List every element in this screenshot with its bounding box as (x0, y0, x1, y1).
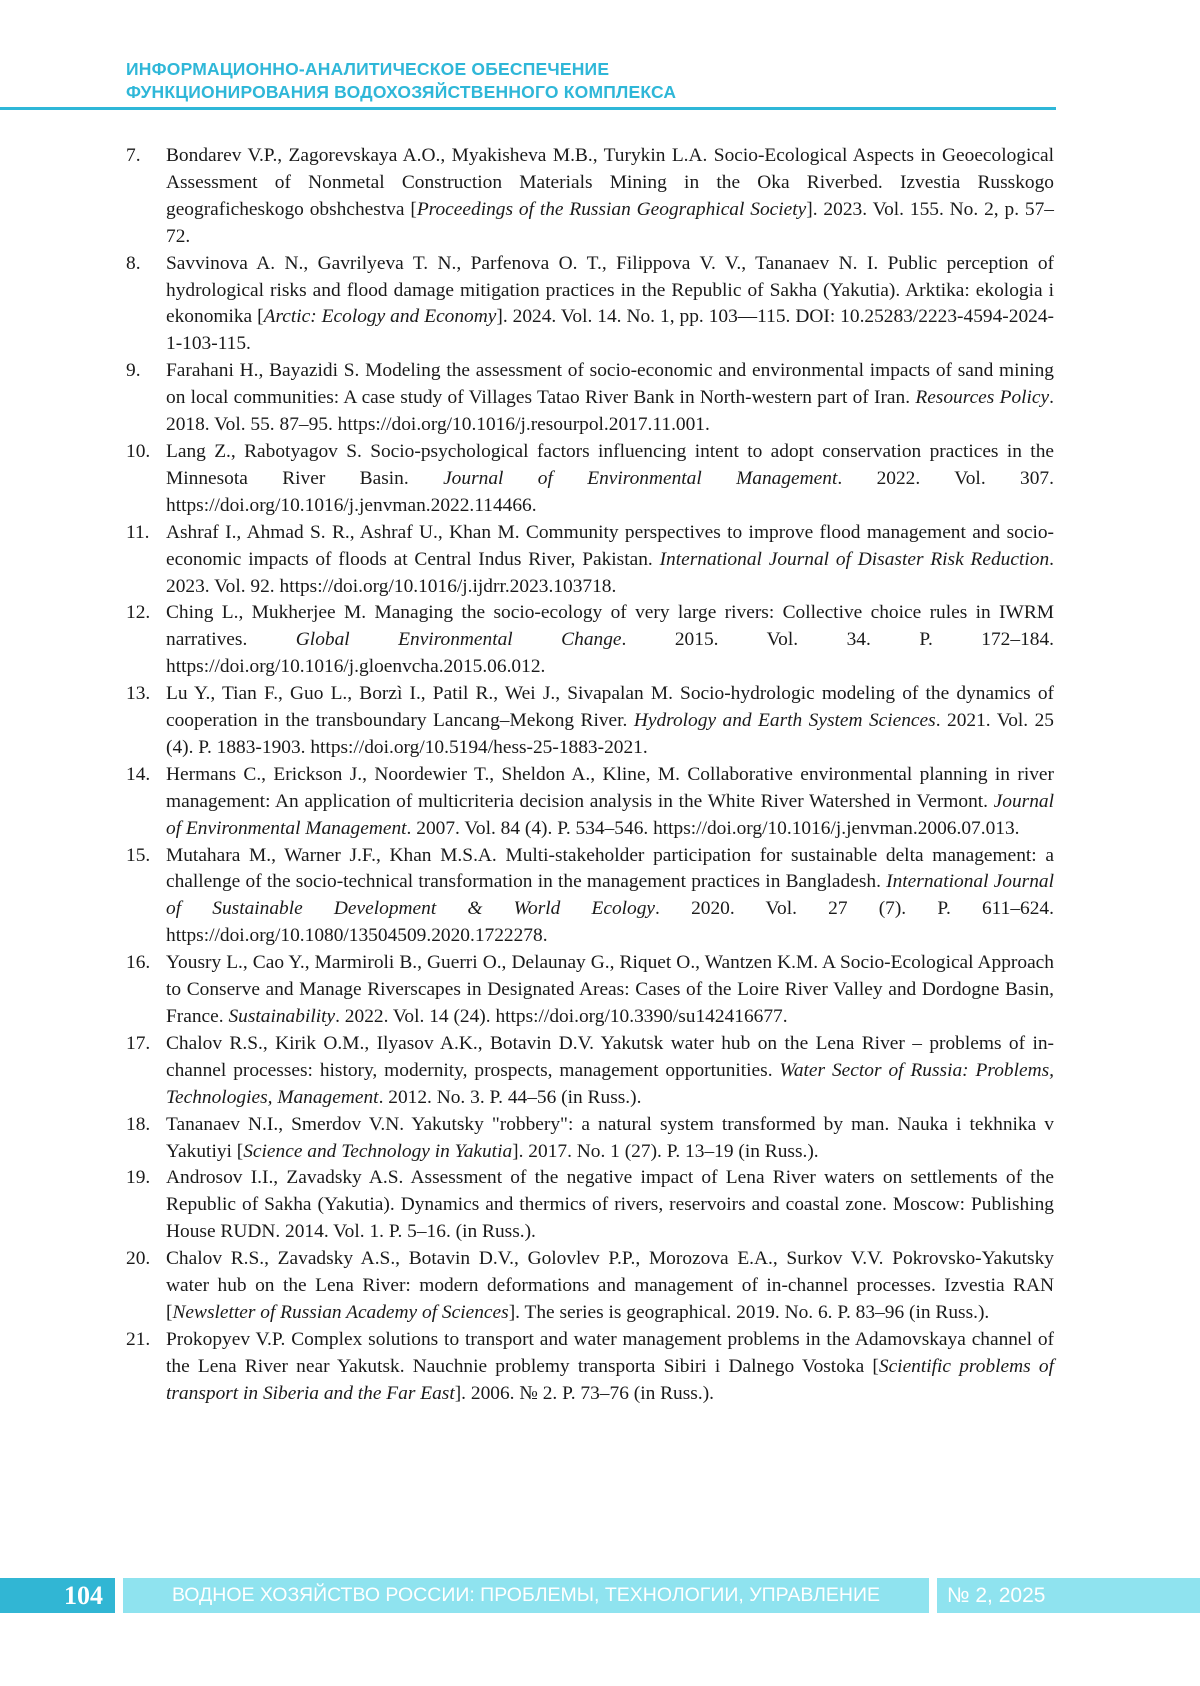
reference-source-title: Science and Technology in Yakutia (243, 1140, 513, 1162)
reference-text-tail: ]. 2023. Vol. 155. No. 2, p. 57–72. (166, 198, 1054, 247)
reference-text-tail: . 2023. Vol. 92. https://doi.org/10.1016/j.ijdrr.2023.103718. (166, 548, 1054, 597)
reference-text (166, 1031, 1054, 1112)
reference-item (126, 1165, 1054, 1246)
reference-item (126, 843, 1054, 951)
reference-source-title: Journal of Environmental Management (166, 790, 1054, 839)
reference-item (126, 1246, 1054, 1327)
reference-text-tail: . 2018. Vol. 55. 87–95. https://doi.org/10.1016/j.resourpol.2017.11.001. (166, 387, 1054, 436)
reference-number: 9. (126, 360, 141, 382)
reference-number: 21. (126, 1328, 151, 1350)
reference-text (166, 520, 1054, 601)
reference-number: 17. (126, 1032, 151, 1054)
reference-text-main: Bondarev V.P., Zagorevskaya A.O., Myakisheva M.B., Turykin L.A. Socio-Ecological Aspects in Geoecological Assessment of Nonmetal Construction Materials Mining in the Oka Riverbed. Izvestia Russkogo geograficheskogo obshchestva [ (166, 145, 1054, 220)
reference-source-title: Newsletter of Russian Academy of Sciences (172, 1301, 509, 1323)
reference-item (126, 143, 1054, 251)
reference-number: 10. (126, 440, 151, 462)
reference-text-tail: . 2012. No. 3. P. 44–56 (in Russ.). (378, 1086, 642, 1108)
reference-text-tail: ]. 2017. No. 1 (27). P. 13–19 (in Russ.). (512, 1140, 819, 1162)
reference-item (126, 1327, 1054, 1408)
reference-number: 14. (126, 763, 151, 785)
reference-text (166, 843, 1054, 951)
reference-source-title: Arctic: Ecology and Economy (263, 306, 497, 328)
reference-text-tail: . 2020. Vol. 27 (7). P. 611–624. https://doi.org/10.1080/13504509.2020.1722278. (166, 898, 1054, 947)
reference-text (166, 439, 1054, 520)
reference-text-main: Farahani H., Bayazidi S. Modeling the assessment of socio-economic and environmental impacts of sand mining on local communities: A case study of Villages Tatao River Bank in North-western part of Iran. (166, 360, 1054, 409)
reference-source-title: Scientific problems of transport in Siberia and the Far East (166, 1355, 1054, 1404)
reference-source-title: Sustainability (228, 1006, 336, 1027)
reference-source-title: International Journal of Disaster Risk Reduction (659, 548, 1050, 570)
reference-text (166, 762, 1054, 843)
running-header-line-2: ФУНКЦИОНИРОВАНИЯ ВОДОХОЗЯЙСТВЕННОГО КОМПЛЕКСА (126, 82, 677, 102)
reference-text-main: Prokopyev V.P. Complex solutions to transport and water management problems in the Adamovskaya channel of the Lena River near Yakutsk. Nauchnie problemy transporta Sibiri i Dalnego Vostoka [ (166, 1328, 1054, 1377)
running-header-line-1: ИНФОРМАЦИОННО-АНАЛИТИЧЕСКОЕ ОБЕСПЕЧЕНИЕ (126, 59, 610, 79)
reference-list (126, 143, 1054, 1408)
reference-text-tail: . 2022. Vol. 307. https://doi.org/10.1016/j.jenvman.2022.114466. (166, 467, 1054, 516)
header-rule (0, 107, 1056, 110)
reference-text-main: Chalov R.S., Zavadsky A.S., Botavin D.V., Golovlev P.P., Morozova E.A., Surkov V.V. Pokrovsko-Yakutsky water hub on the Lena River: modern deformations and management of in-channel processes. Izvestia RAN [ (166, 1248, 1054, 1323)
reference-text (166, 681, 1054, 762)
reference-item (126, 1112, 1054, 1166)
reference-number: 18. (126, 1113, 151, 1135)
reference-text-main: Savvinova A. N., Gavrilyeva T. N., Parfenova O. T., Filippova V. V., Tananaev N. I. Public perception of hydrological risks and flood damage mitigation practices in the Republic of Sakha (Yakutia). Arktika: ekologia i ekonomika [ (166, 252, 1054, 328)
footer-issue: № 2, 2025 (937, 1578, 1200, 1613)
page-footer (0, 1578, 1200, 1613)
reference-number: 13. (126, 683, 151, 705)
reference-item (126, 681, 1054, 762)
reference-text-main: Lang Z., Rabotyagov S. Socio-psychological factors influencing intent to adopt conservation practices in the Minnesota River Basin. (166, 440, 1054, 489)
reference-item (126, 439, 1054, 520)
reference-number: 7. (126, 145, 141, 166)
reference-text-tail: ]. The series is geographical. 2019. No. 6. P. 83–96 (in Russ.). (508, 1301, 990, 1323)
reference-text (166, 600, 1054, 681)
reference-text-main: Lu Y., Tian F., Guo L., Borzì I., Patil R., Wei J., Sivapalan M. Socio-hydrologic modeling of the dynamics of cooperation in the transboundary Lancang–Mekong River. (166, 683, 1054, 732)
reference-text-main: Androsov I.I., Zavadsky A.S. Assessment of the negative impact of Lena River waters on settlements of the Republic of Sakha (Yakutia). Dynamics and thermics of rivers, reservoirs and coastal zone. Moscow: Publishing House RUDN. 2014. Vol. 1. P. 5–16. (in Russ.). (166, 1167, 1054, 1243)
reference-text (166, 950, 1054, 1031)
reference-item (126, 950, 1054, 1031)
reference-text (166, 1246, 1054, 1327)
reference-text-main: Ashraf I., Ahmad S. R., Ashraf U., Khan M. Community perspectives to improve flood management and socio-economic impacts of floods at Central Indus River, Pakistan. (166, 521, 1054, 570)
reference-text-main: Chalov R.S., Kirik O.M., Ilyasov A.K., Botavin D.V. Yakutsk water hub on the Lena River – problems of in-channel processes: history, modernity, prospects, management opportunities. (166, 1032, 1054, 1081)
reference-item (126, 600, 1054, 681)
reference-item (126, 251, 1054, 359)
reference-number: 15. (126, 844, 151, 866)
reference-number: 8. (126, 252, 141, 274)
reference-source-title: Journal of Environmental Management (443, 467, 838, 489)
reference-item (126, 358, 1054, 439)
reference-source-title: Hydrology and Earth System Sciences (633, 710, 936, 732)
reference-text-main: Ching L., Mukherjee M. Managing the socio-ecology of very large rivers: Collective choice rules in IWRM narratives. (166, 602, 1054, 651)
reference-text-main: Hermans C., Erickson J., Noordewier T., Sheldon A., Kline, M. Collaborative environmental planning in river management: An application of multicriteria decision analysis in the White River Watershed in Vermont. (166, 763, 1054, 812)
reference-text-tail: ]. 2006. № 2. P. 73–76 (in Russ.). (454, 1382, 715, 1404)
page-number: 104 (0, 1578, 115, 1613)
reference-item (126, 1031, 1054, 1112)
reference-number: 19. (126, 1167, 151, 1189)
reference-text (166, 358, 1054, 439)
reference-source-title: International Journal of Sustainable Development & World Ecology (166, 871, 1055, 920)
reference-source-title: Water Sector of Russia: Problems, Technologies, Management (166, 1059, 1054, 1108)
reference-text-tail: . 2021. Vol. 25 (4). P. 1883-1903. https://doi.org/10.5194/hess-25-1883-2021. (166, 710, 1054, 758)
reference-text-tail: ]. 2024. Vol. 14. No. 1, pp. 103—115. DOI: 10.25283/2223-4594-2024-1-103-115. (166, 306, 1054, 355)
reference-text (166, 251, 1054, 359)
reference-text-tail: . 2022. Vol. 14 (24). https://doi.org/10.3390/su142416677. (335, 1006, 788, 1027)
reference-item (126, 520, 1054, 601)
reference-number: 12. (126, 602, 151, 624)
reference-source-title: Resources Policy (915, 387, 1050, 409)
reference-text-tail: . 2007. Vol. 84 (4). P. 534–546. https://doi.org/10.1016/j.jenvman.2006.07.013. (406, 817, 1020, 839)
reference-source-title: Global Environmental Change (295, 629, 622, 651)
footer-journal-title: ВОДНОЕ ХОЗЯЙСТВО РОССИИ: ПРОБЛЕМЫ, ТЕХНОЛОГИИ, УПРАВЛЕНИЕ (123, 1578, 929, 1613)
reference-item (126, 762, 1054, 843)
reference-text (166, 1165, 1054, 1246)
reference-number: 20. (126, 1248, 151, 1270)
reference-text-main: Yousry L., Cao Y., Marmiroli B., Guerri O., Delaunay G., Riquet O., Wantzen K.M. A Socio-Ecological Approach to Conserve and Manage Riverscapes in Designated Areas: Cases of the Loire River Valley and Dordogne Basin, France. (166, 952, 1054, 1027)
reference-number: 16. (126, 952, 151, 974)
reference-source-title: Proceedings of the Russian Geographical Society (416, 198, 807, 220)
reference-text (166, 143, 1054, 251)
reference-text (166, 1327, 1054, 1408)
reference-text-tail: . 2015. Vol. 34. P. 172–184. https://doi.org/10.1016/j.gloenvcha.2015.06.012. (166, 629, 1055, 678)
reference-text-main: Tananaev N.I., Smerdov V.N. Yakutsky "robbery": a natural system transformed by man. Nauka i tekhnika v Yakutiyi [ (166, 1113, 1054, 1162)
reference-text (166, 1112, 1054, 1166)
running-header (126, 58, 1056, 104)
reference-text-main: Mutahara M., Warner J.F., Khan M.S.A. Multi-stakeholder participation for sustainable delta management: a challenge of the socio-technical transformation in the management practices in Bangladesh. (166, 844, 1054, 893)
reference-number: 11. (126, 521, 150, 543)
